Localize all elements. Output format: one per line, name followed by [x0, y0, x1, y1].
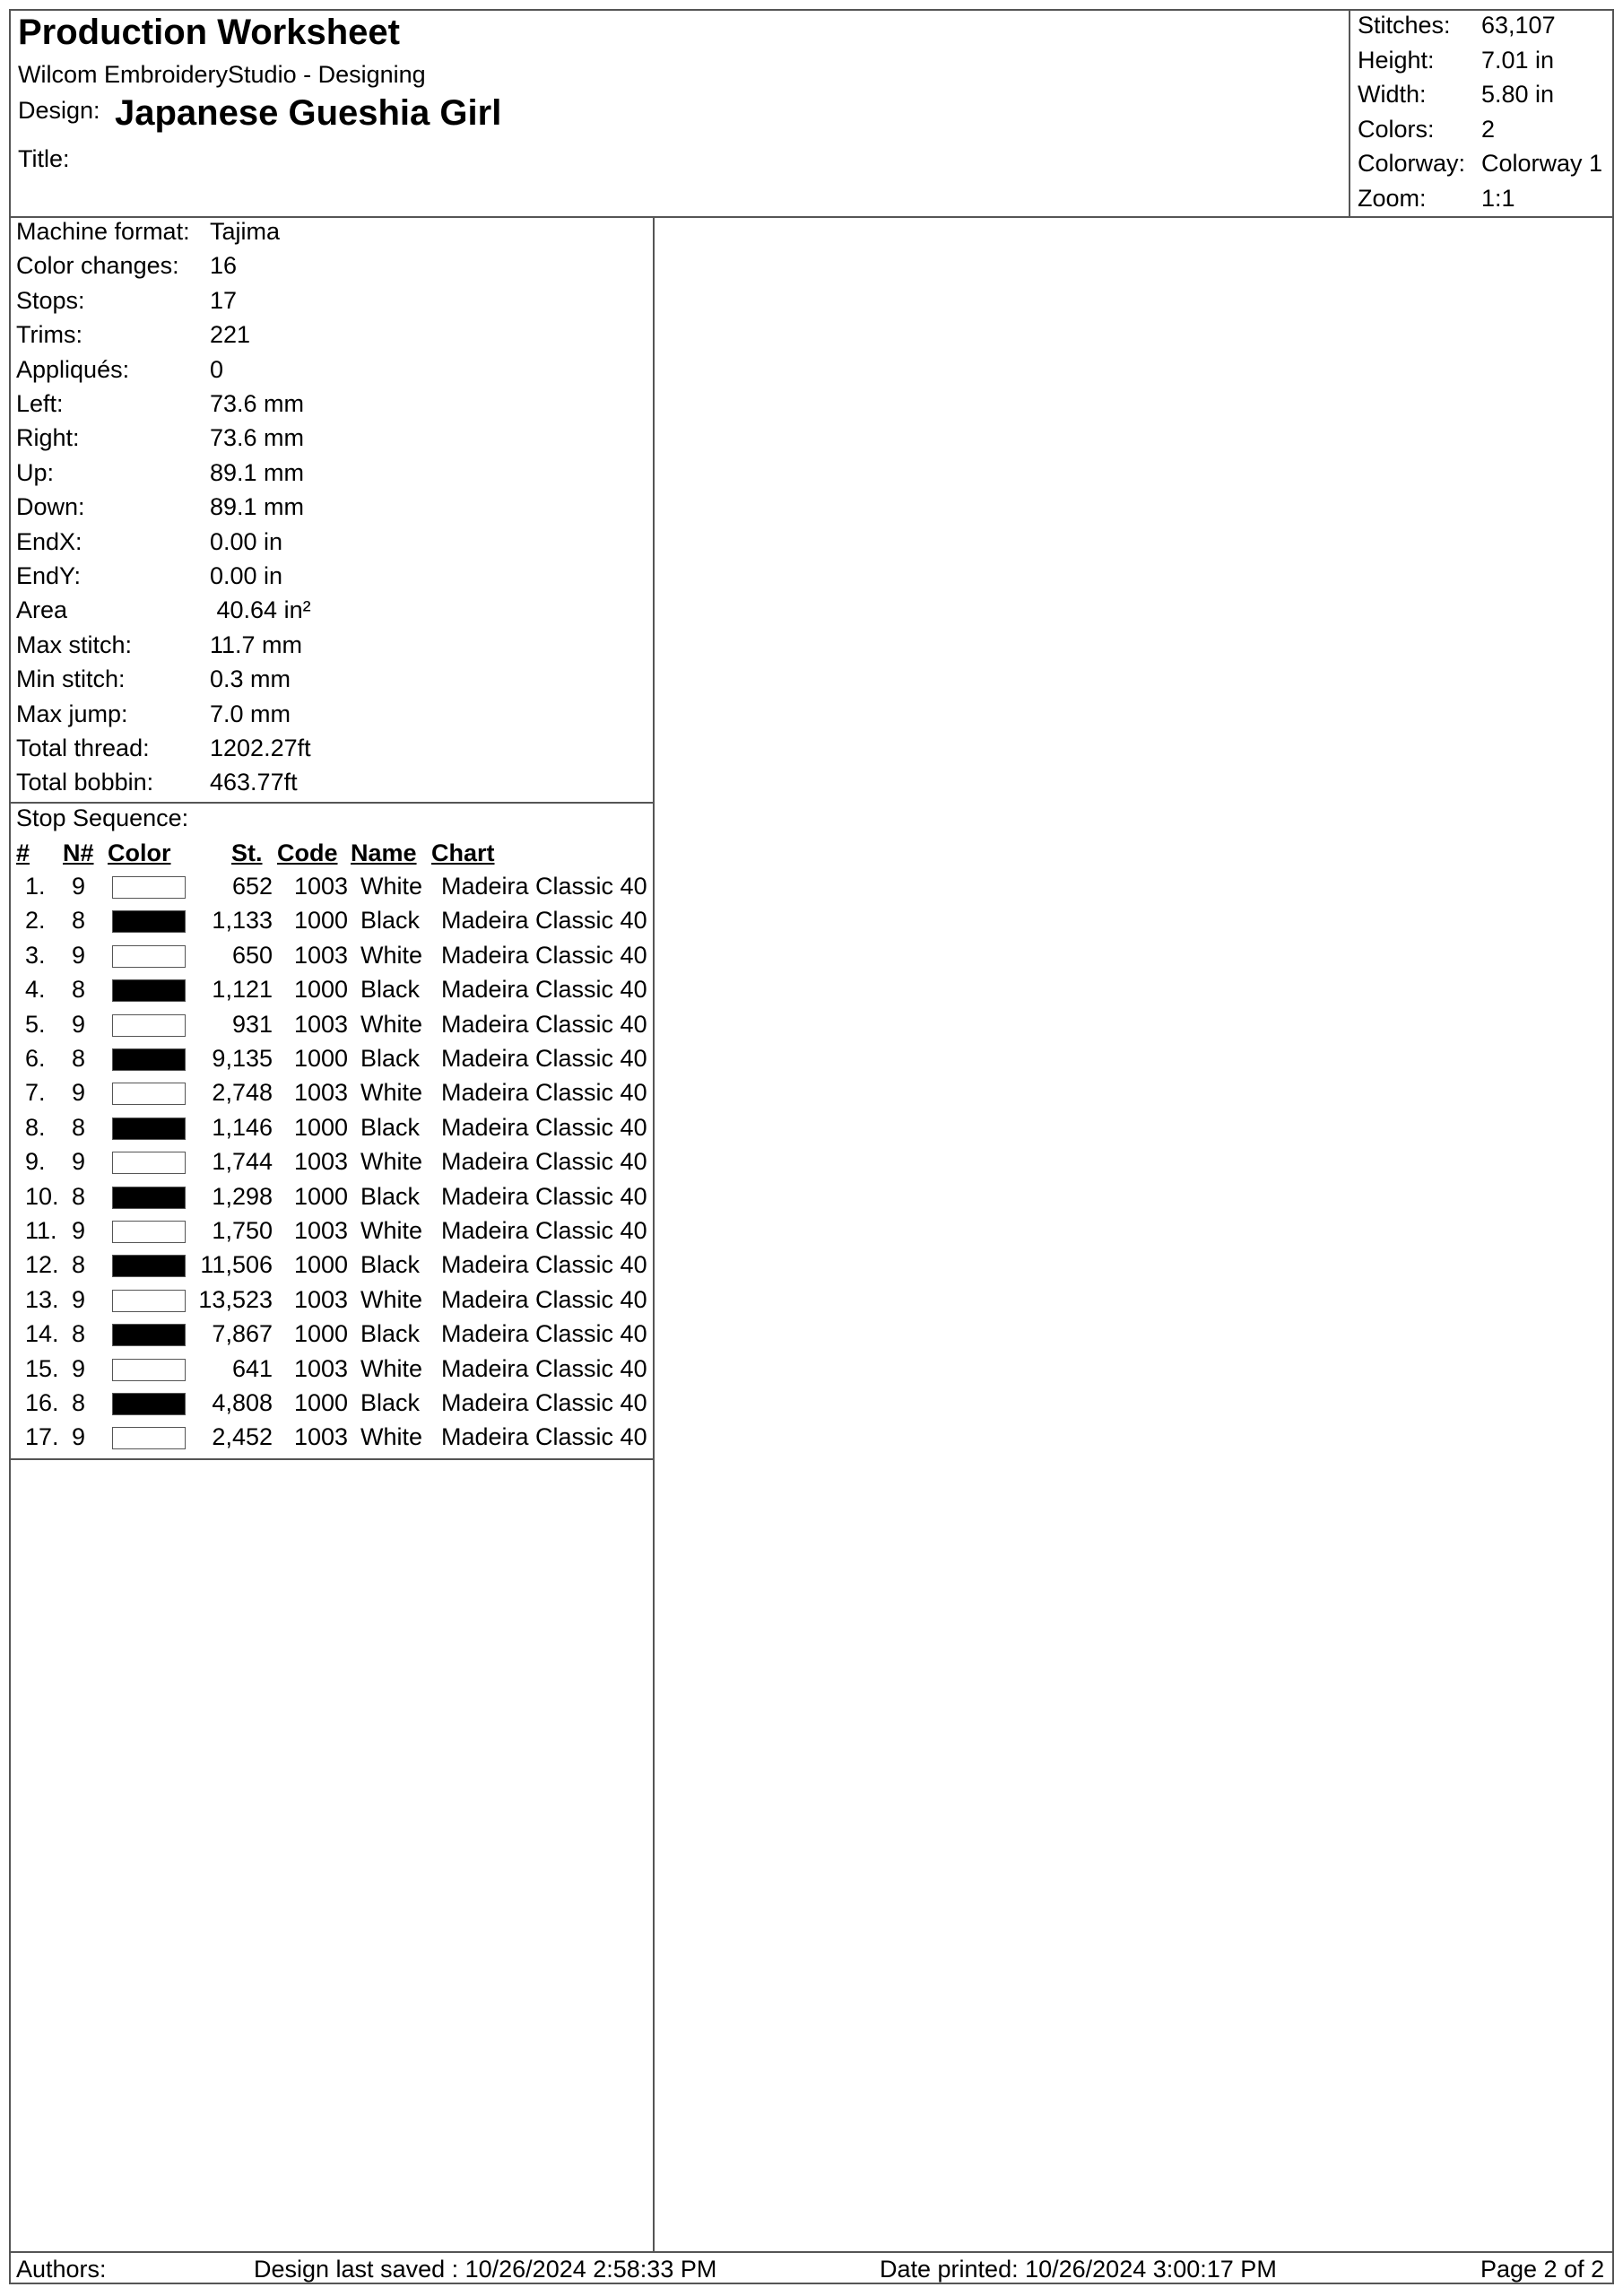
row-code: 1000 — [294, 1113, 349, 1141]
color-swatch — [112, 876, 186, 899]
row-color-name: White — [360, 941, 423, 969]
color-swatch — [112, 1393, 186, 1415]
stat-row — [16, 631, 302, 659]
row-stitches: 1,133 — [212, 907, 273, 935]
footer — [9, 2251, 1614, 2284]
row-number: 13. — [25, 1285, 59, 1313]
row-number: 15. — [25, 1354, 59, 1382]
summary-value: 7.01 in — [1481, 46, 1555, 74]
row-chart: Madeira Classic 40 — [441, 1354, 647, 1382]
summary-row — [1358, 81, 1554, 109]
color-swatch — [112, 1152, 186, 1174]
color-swatch — [112, 910, 186, 933]
row-stitches: 2,452 — [212, 1423, 273, 1451]
stat-label: Max stitch: — [16, 631, 133, 658]
row-number: 11. — [25, 1217, 57, 1244]
stat-value: Tajima — [210, 218, 281, 245]
stat-label: Appliqués: — [16, 355, 130, 383]
stat-value: 73.6 mm — [210, 424, 305, 452]
row-stitches: 11,506 — [200, 1251, 273, 1279]
row-number: 16. — [25, 1389, 59, 1416]
stat-label: Min stitch: — [16, 665, 126, 693]
row-color-name: White — [360, 1148, 423, 1176]
stat-row — [16, 665, 291, 693]
stat-value: 11.7 mm — [210, 631, 303, 658]
row-needle: 9 — [72, 1010, 86, 1038]
table-row — [9, 1286, 655, 1320]
summary-label: Zoom: — [1358, 184, 1427, 212]
row-color-name: White — [360, 1285, 423, 1313]
row-chart: Madeira Classic 40 — [441, 1251, 647, 1279]
row-code: 1000 — [294, 1389, 349, 1416]
stat-row — [16, 493, 304, 521]
stat-row — [16, 596, 311, 624]
row-chart: Madeira Classic 40 — [441, 907, 647, 935]
color-swatch — [112, 1324, 186, 1346]
stat-value: 0 — [210, 355, 224, 383]
stat-label: EndX: — [16, 527, 82, 555]
row-code: 1000 — [294, 976, 349, 1004]
stat-row — [16, 390, 304, 418]
row-color-name: White — [360, 1423, 423, 1451]
row-needle: 8 — [72, 1320, 86, 1348]
stat-label: Total bobbin: — [16, 769, 154, 796]
row-stitches: 652 — [231, 873, 273, 900]
row-number: 3. — [25, 941, 46, 969]
row-chart: Madeira Classic 40 — [441, 1010, 647, 1038]
row-code: 1003 — [294, 1423, 349, 1451]
color-swatch — [112, 1118, 186, 1140]
doc-title: Production Worksheet — [18, 13, 400, 52]
row-number: 5. — [25, 1010, 46, 1038]
row-color-name: Black — [360, 1251, 421, 1279]
table-row — [9, 942, 655, 976]
row-needle: 8 — [72, 907, 86, 935]
row-color-name: Black — [360, 1182, 421, 1210]
table-row — [9, 1114, 655, 1148]
row-stitches: 7,867 — [212, 1320, 273, 1348]
row-chart: Madeira Classic 40 — [441, 1423, 647, 1451]
row-chart: Madeira Classic 40 — [441, 941, 647, 969]
table-row — [9, 873, 655, 907]
row-needle: 8 — [72, 1182, 86, 1210]
row-chart: Madeira Classic 40 — [441, 1389, 647, 1416]
table-row — [9, 1079, 655, 1113]
row-number: 7. — [25, 1079, 46, 1107]
row-stitches: 1,750 — [212, 1217, 273, 1244]
row-stitches: 9,135 — [212, 1045, 273, 1072]
stat-row — [16, 700, 291, 728]
row-needle: 8 — [72, 976, 86, 1004]
stat-value: 16 — [210, 252, 238, 280]
color-swatch — [112, 979, 186, 1002]
row-code: 1003 — [294, 1148, 349, 1176]
row-chart: Madeira Classic 40 — [441, 1045, 647, 1072]
stat-label: Left: — [16, 390, 64, 417]
col-header-needle: N# — [63, 839, 94, 866]
stat-value: 73.6 mm — [210, 390, 305, 417]
table-row — [9, 907, 655, 941]
row-stitches: 1,744 — [212, 1148, 273, 1176]
row-color-name: Black — [360, 1389, 421, 1416]
row-needle: 9 — [72, 1423, 86, 1451]
stat-row — [16, 769, 298, 796]
row-number: 14. — [25, 1320, 59, 1348]
color-swatch — [112, 1221, 186, 1243]
stat-row — [16, 218, 280, 246]
row-number: 2. — [25, 907, 46, 935]
row-chart: Madeira Classic 40 — [441, 1113, 647, 1141]
stat-value: 0.00 in — [210, 562, 283, 589]
stat-label: Max jump: — [16, 700, 128, 727]
row-needle: 9 — [72, 873, 86, 900]
row-stitches: 931 — [231, 1010, 273, 1038]
summary-row — [1358, 12, 1556, 39]
row-chart: Madeira Classic 40 — [441, 1285, 647, 1313]
row-needle: 8 — [72, 1045, 86, 1072]
footer-date-printed: Date printed: 10/26/2024 3:00:17 PM — [880, 2256, 1277, 2283]
row-code: 1000 — [294, 1045, 349, 1072]
row-stitches: 2,748 — [212, 1079, 273, 1107]
color-swatch — [112, 1014, 186, 1037]
row-needle: 9 — [72, 1148, 86, 1176]
table-row — [9, 1355, 655, 1389]
color-swatch — [112, 1187, 186, 1209]
row-code: 1000 — [294, 1182, 349, 1210]
row-color-name: White — [360, 1217, 423, 1244]
table-row — [9, 1045, 655, 1079]
row-number: 8. — [25, 1113, 46, 1141]
app-name: Wilcom EmbroideryStudio - Designing — [18, 61, 426, 88]
row-code: 1000 — [294, 1320, 349, 1348]
table-row — [9, 1148, 655, 1182]
summary-label: Colors: — [1358, 115, 1435, 143]
row-stitches: 1,121 — [212, 976, 273, 1004]
stats-separator — [9, 802, 655, 804]
row-color-name: White — [360, 873, 423, 900]
row-color-name: Black — [360, 976, 421, 1004]
table-row — [9, 1251, 655, 1285]
color-swatch — [112, 1290, 186, 1312]
row-color-name: Black — [360, 907, 421, 935]
table-row — [9, 1011, 655, 1045]
row-chart: Madeira Classic 40 — [441, 1079, 647, 1107]
stat-row — [16, 356, 223, 384]
row-needle: 9 — [72, 1285, 86, 1313]
stat-label: EndY: — [16, 562, 82, 589]
col-header-num: # — [16, 839, 30, 866]
stat-value: 17 — [210, 286, 238, 314]
row-needle: 9 — [72, 1217, 86, 1244]
summary-label: Colorway: — [1358, 150, 1466, 177]
stat-label: Trims: — [16, 321, 82, 349]
summary-label: Height: — [1358, 46, 1435, 74]
row-stitches: 13,523 — [198, 1285, 273, 1313]
summary-row — [1358, 150, 1602, 178]
row-number: 10. — [25, 1182, 59, 1210]
row-chart: Madeira Classic 40 — [441, 1217, 647, 1244]
stat-row — [16, 252, 237, 280]
col-header-color: Color — [108, 839, 171, 866]
row-code: 1003 — [294, 1285, 349, 1313]
stat-value: 0.00 in — [210, 527, 283, 555]
stat-value: 89.1 mm — [210, 493, 305, 521]
col-header-stitches: St. — [231, 839, 263, 866]
row-number: 9. — [25, 1148, 46, 1176]
row-stitches: 1,298 — [212, 1182, 273, 1210]
row-number: 17. — [25, 1423, 59, 1451]
stat-label: Machine format: — [16, 218, 190, 245]
footer-last-saved: Design last saved : 10/26/2024 2:58:33 PM — [254, 2256, 717, 2283]
table-row — [9, 1389, 655, 1423]
stat-row — [16, 424, 304, 452]
col-header-name: Name — [351, 839, 417, 866]
row-number: 1. — [25, 873, 46, 900]
stat-row — [16, 562, 282, 590]
row-code: 1000 — [294, 1251, 349, 1279]
stat-label: Up: — [16, 458, 55, 486]
stat-label: Area — [16, 596, 68, 624]
stat-label: Right: — [16, 424, 80, 452]
color-swatch — [112, 1083, 186, 1105]
row-needle: 8 — [72, 1113, 86, 1141]
color-swatch — [112, 945, 186, 968]
row-code: 1003 — [294, 1010, 349, 1038]
col-header-code: Code — [277, 839, 338, 866]
summary-value: 5.80 in — [1481, 81, 1555, 108]
row-code: 1003 — [294, 1079, 349, 1107]
stat-value: 0.3 mm — [210, 665, 291, 693]
stat-label: Down: — [16, 493, 85, 521]
stat-value: 221 — [210, 321, 251, 349]
summary-value: 1:1 — [1481, 184, 1515, 212]
row-color-name: White — [360, 1079, 423, 1107]
row-color-name: Black — [360, 1113, 421, 1141]
footer-authors: Authors: — [16, 2256, 107, 2283]
summary-row — [1358, 185, 1515, 213]
row-chart: Madeira Classic 40 — [441, 1148, 647, 1176]
summary-value: 2 — [1481, 115, 1496, 143]
color-swatch — [112, 1427, 186, 1449]
row-code: 1003 — [294, 1354, 349, 1382]
row-color-name: Black — [360, 1045, 421, 1072]
color-swatch — [112, 1048, 186, 1071]
table-row — [9, 1183, 655, 1217]
row-stitches: 641 — [231, 1354, 273, 1382]
table-row — [9, 1320, 655, 1354]
row-needle: 9 — [72, 1354, 86, 1382]
stat-row — [16, 528, 282, 556]
row-number: 6. — [25, 1045, 46, 1072]
stat-row — [16, 459, 304, 487]
row-color-name: Black — [360, 1320, 421, 1348]
row-code: 1003 — [294, 941, 349, 969]
stop-sequence-title: Stop Sequence: — [16, 804, 189, 831]
summary-value: Colorway 1 — [1481, 150, 1603, 177]
stat-label: Stops: — [16, 286, 85, 314]
table-row — [9, 976, 655, 1010]
row-code: 1003 — [294, 873, 349, 900]
footer-page-number: Page 2 of 2 — [1480, 2256, 1605, 2283]
color-swatch — [112, 1255, 186, 1277]
row-stitches: 650 — [231, 941, 273, 969]
stat-value: 89.1 mm — [210, 458, 305, 486]
stat-row — [16, 287, 237, 315]
stat-label: Color changes: — [16, 252, 179, 280]
stat-value: 463.77ft — [210, 769, 298, 796]
design-label: Design: — [18, 97, 100, 124]
row-number: 12. — [25, 1251, 59, 1279]
stat-value: 1202.27ft — [210, 735, 311, 761]
summary-row — [1358, 116, 1495, 144]
row-chart: Madeira Classic 40 — [441, 873, 647, 900]
summary-label: Stitches: — [1358, 12, 1451, 39]
color-swatch — [112, 1359, 186, 1381]
row-chart: Madeira Classic 40 — [441, 1182, 647, 1210]
summary-box — [1349, 9, 1614, 218]
row-needle: 8 — [72, 1251, 86, 1279]
row-chart: Madeira Classic 40 — [441, 1320, 647, 1348]
design-name: Japanese Gueshia Girl — [115, 93, 502, 133]
row-color-name: White — [360, 1010, 423, 1038]
row-code: 1003 — [294, 1217, 349, 1244]
row-stitches: 1,146 — [212, 1113, 273, 1141]
title-label: Title: — [18, 145, 70, 172]
summary-row — [1358, 47, 1554, 74]
summary-value: 63,107 — [1481, 12, 1556, 39]
summary-label: Width: — [1358, 81, 1427, 108]
row-chart: Madeira Classic 40 — [441, 976, 647, 1004]
stat-value: 40.64 in² — [210, 596, 311, 624]
row-code: 1000 — [294, 907, 349, 935]
table-bottom-separator — [9, 1458, 655, 1460]
row-color-name: White — [360, 1354, 423, 1382]
stat-label: Total thread: — [16, 735, 150, 761]
table-row — [9, 1217, 655, 1251]
row-needle: 8 — [72, 1389, 86, 1416]
stat-value: 7.0 mm — [210, 700, 291, 727]
row-number: 4. — [25, 976, 46, 1004]
col-header-chart: Chart — [431, 839, 495, 866]
stat-row — [16, 321, 250, 349]
row-needle: 9 — [72, 941, 86, 969]
stat-row — [16, 735, 311, 762]
row-stitches: 4,808 — [212, 1389, 273, 1416]
row-needle: 9 — [72, 1079, 86, 1107]
table-row — [9, 1423, 655, 1457]
